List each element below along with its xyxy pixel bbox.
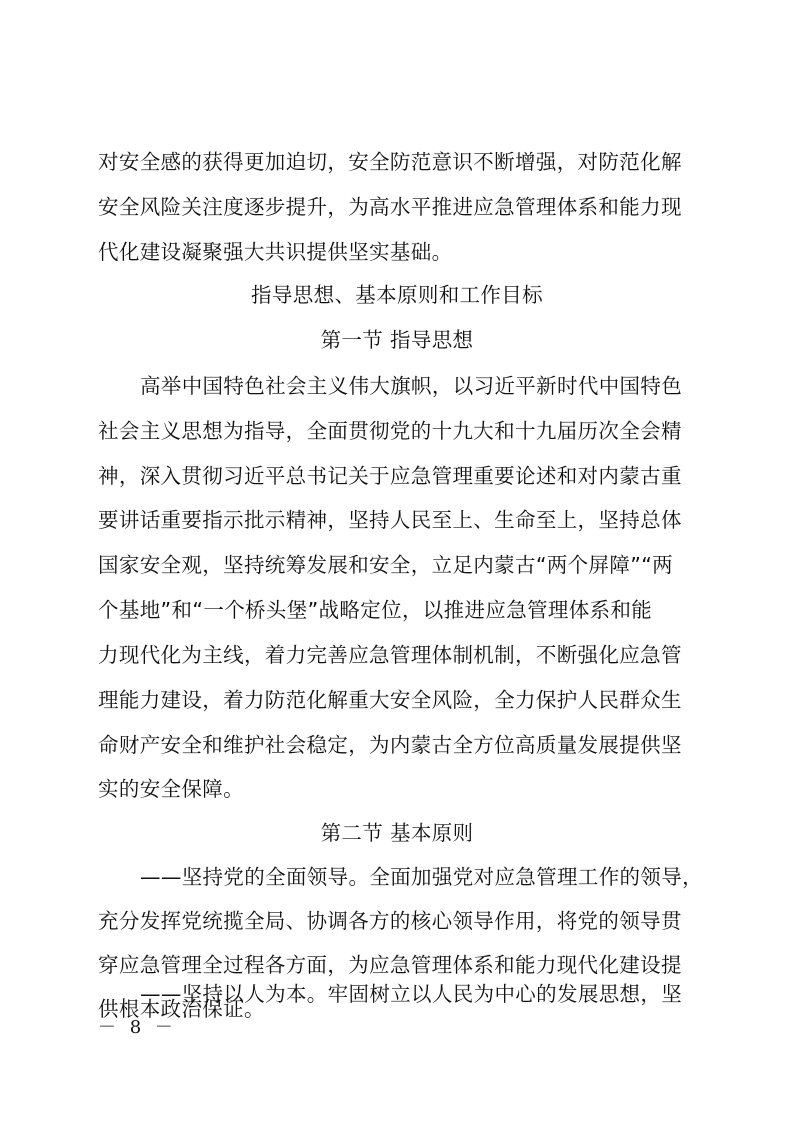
intro-line-3: 代化建设凝聚强大共识提供坚实基础。 bbox=[98, 240, 453, 264]
section-1-line-7: 力现代化为主线，着力完善应急管理体制机制，不断强化应急管 bbox=[98, 643, 682, 667]
section-1-line-6: 个基地”和“一个桥头堡”战略定位，以推进应急管理体系和能 bbox=[98, 598, 653, 622]
section-2-line-3: 穿应急管理全过程各方面，为应急管理体系和能力现代化建设提 bbox=[98, 953, 682, 977]
section-1-line-1: 高举中国特色社会主义伟大旗帜，以习近平新时代中国特色 bbox=[140, 374, 683, 398]
section-2-line-1: ——坚持党的全面领导。全面加强党对应急管理工作的领导， bbox=[140, 865, 703, 889]
section-2-line-4: 供根本政治保证。 bbox=[98, 997, 265, 1021]
section-2-line-5: ——坚持以人为本。牢固树立以人民为中心的发展思想，坚 bbox=[140, 982, 683, 1006]
section-1-line-10: 实的安全保障。 bbox=[98, 777, 244, 801]
section-1-line-9: 命财产安全和维护社会稳定，为内蒙古全方位高质量发展提供坚 bbox=[98, 733, 682, 757]
section-1-line-4: 要讲话重要指示批示精神，坚持人民至上、生命至上，坚持总体 bbox=[98, 508, 682, 532]
section-2-title: 第二节 基本原则 bbox=[320, 821, 474, 845]
section-1-line-8: 理能力建设，着力防范化解重大安全风险，全力保护人民群众生 bbox=[98, 688, 682, 712]
section-1-line-3: 神，深入贯彻习近平总书记关于应急管理重要论述和对内蒙古重 bbox=[98, 464, 682, 488]
section-2-line-2: 充分发挥党统揽全局、协调各方的核心领导作用，将党的领导贯 bbox=[98, 909, 682, 933]
intro-line-2: 安全风险关注度逐步提升，为高水平推进应急管理体系和能力现 bbox=[98, 195, 682, 219]
page-number: － 8 － bbox=[98, 1017, 177, 1038]
section-1-line-5: 国家安全观，坚持统筹发展和安全，立足内蒙古“两个屏障”“两 bbox=[98, 553, 674, 577]
section-1-line-2: 社会主义思想为指导，全面贯彻党的十九大和十九届历次全会精 bbox=[98, 419, 682, 443]
section-1-title: 第一节 指导思想 bbox=[320, 328, 474, 352]
intro-line-1: 对安全感的获得更加迫切，安全防范意识不断增强，对防范化解 bbox=[98, 150, 682, 174]
chapter-title: 指导思想、基本原则和工作目标 bbox=[251, 283, 543, 307]
